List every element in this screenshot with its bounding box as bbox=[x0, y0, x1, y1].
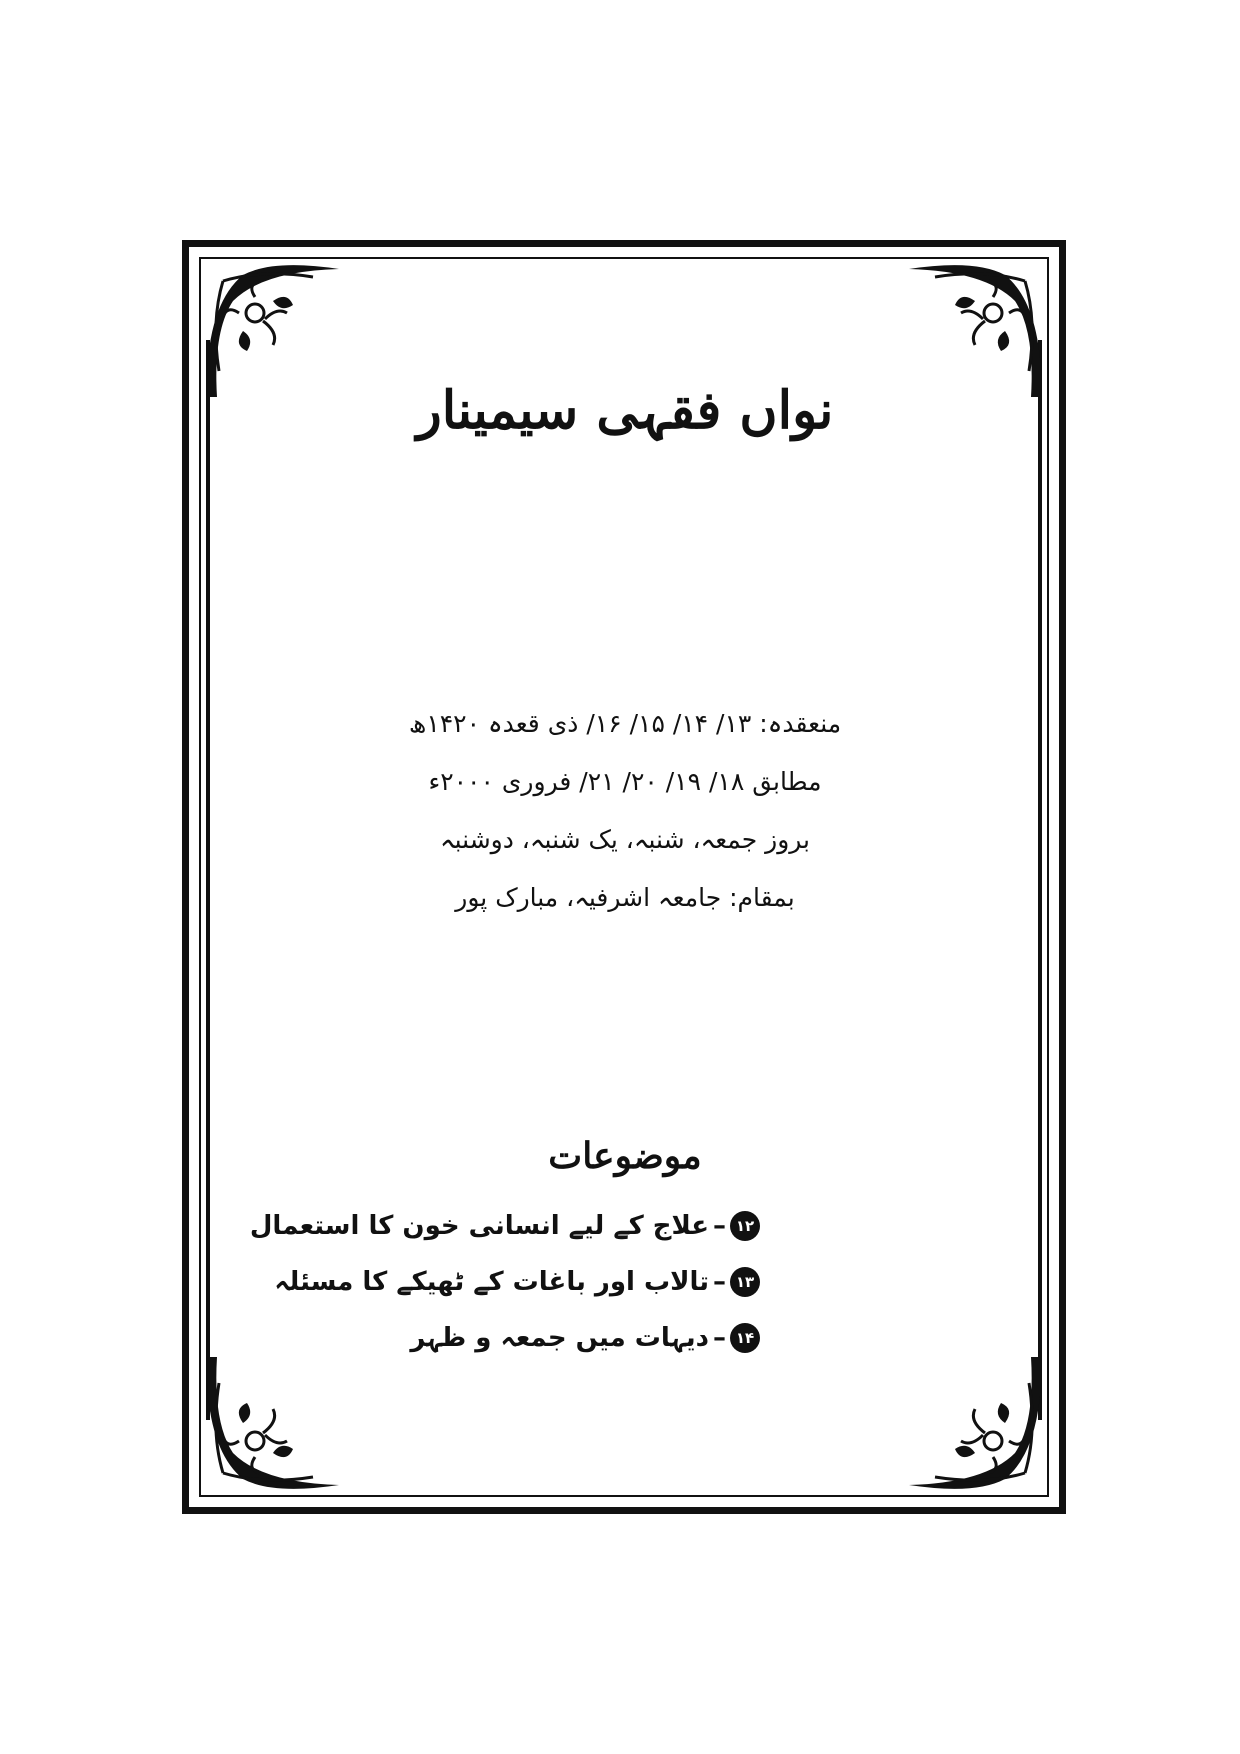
topic-dash: – bbox=[713, 1267, 726, 1297]
topic-dash: – bbox=[713, 1211, 726, 1241]
topic-item bbox=[250, 1310, 760, 1366]
held-on-date: منعقدہ: ۱۳/ ۱۴/ ۱۵/ ۱۶/ ذی قعدہ ۱۴۲۰ھ bbox=[408, 709, 842, 738]
topic-item bbox=[250, 1198, 760, 1254]
topic-text: دیہات میں جمعہ و ظہر bbox=[410, 1323, 709, 1353]
topic-item bbox=[250, 1254, 760, 1310]
border-rule-left bbox=[206, 340, 210, 1420]
topic-text: علاج کے لیے انسانی خون کا استعمال bbox=[249, 1211, 709, 1241]
seminar-details bbox=[250, 695, 1000, 927]
corresponding-date: مطابق ۱۸/ ۱۹/ ۲۰/ ۲۱/ فروری ۲۰۰۰ء bbox=[428, 767, 822, 796]
days-line: بروز جمعہ، شنبہ، یک شنبہ، دوشنبہ bbox=[439, 825, 811, 854]
topic-dash: – bbox=[713, 1323, 726, 1353]
topic-number-badge: ۱۲ bbox=[730, 1211, 760, 1241]
topic-text: تالاب اور باغات کے ٹھیکے کا مسئلہ bbox=[274, 1267, 709, 1297]
venue-line: بمقام: جامعہ اشرفیہ، مبارک پور bbox=[455, 883, 795, 912]
corner-ornament-bottom-right bbox=[905, 1353, 1045, 1493]
topics-heading: موضوعات bbox=[548, 1135, 702, 1177]
border-rule-right bbox=[1038, 340, 1042, 1420]
corner-ornament-bottom-left bbox=[203, 1353, 343, 1493]
topics-list bbox=[250, 1198, 760, 1366]
topic-number-badge: ۱۴ bbox=[730, 1323, 760, 1353]
topic-number-badge: ۱۳ bbox=[730, 1267, 760, 1297]
page-title: نواں فقہی سیمینار bbox=[416, 380, 834, 441]
